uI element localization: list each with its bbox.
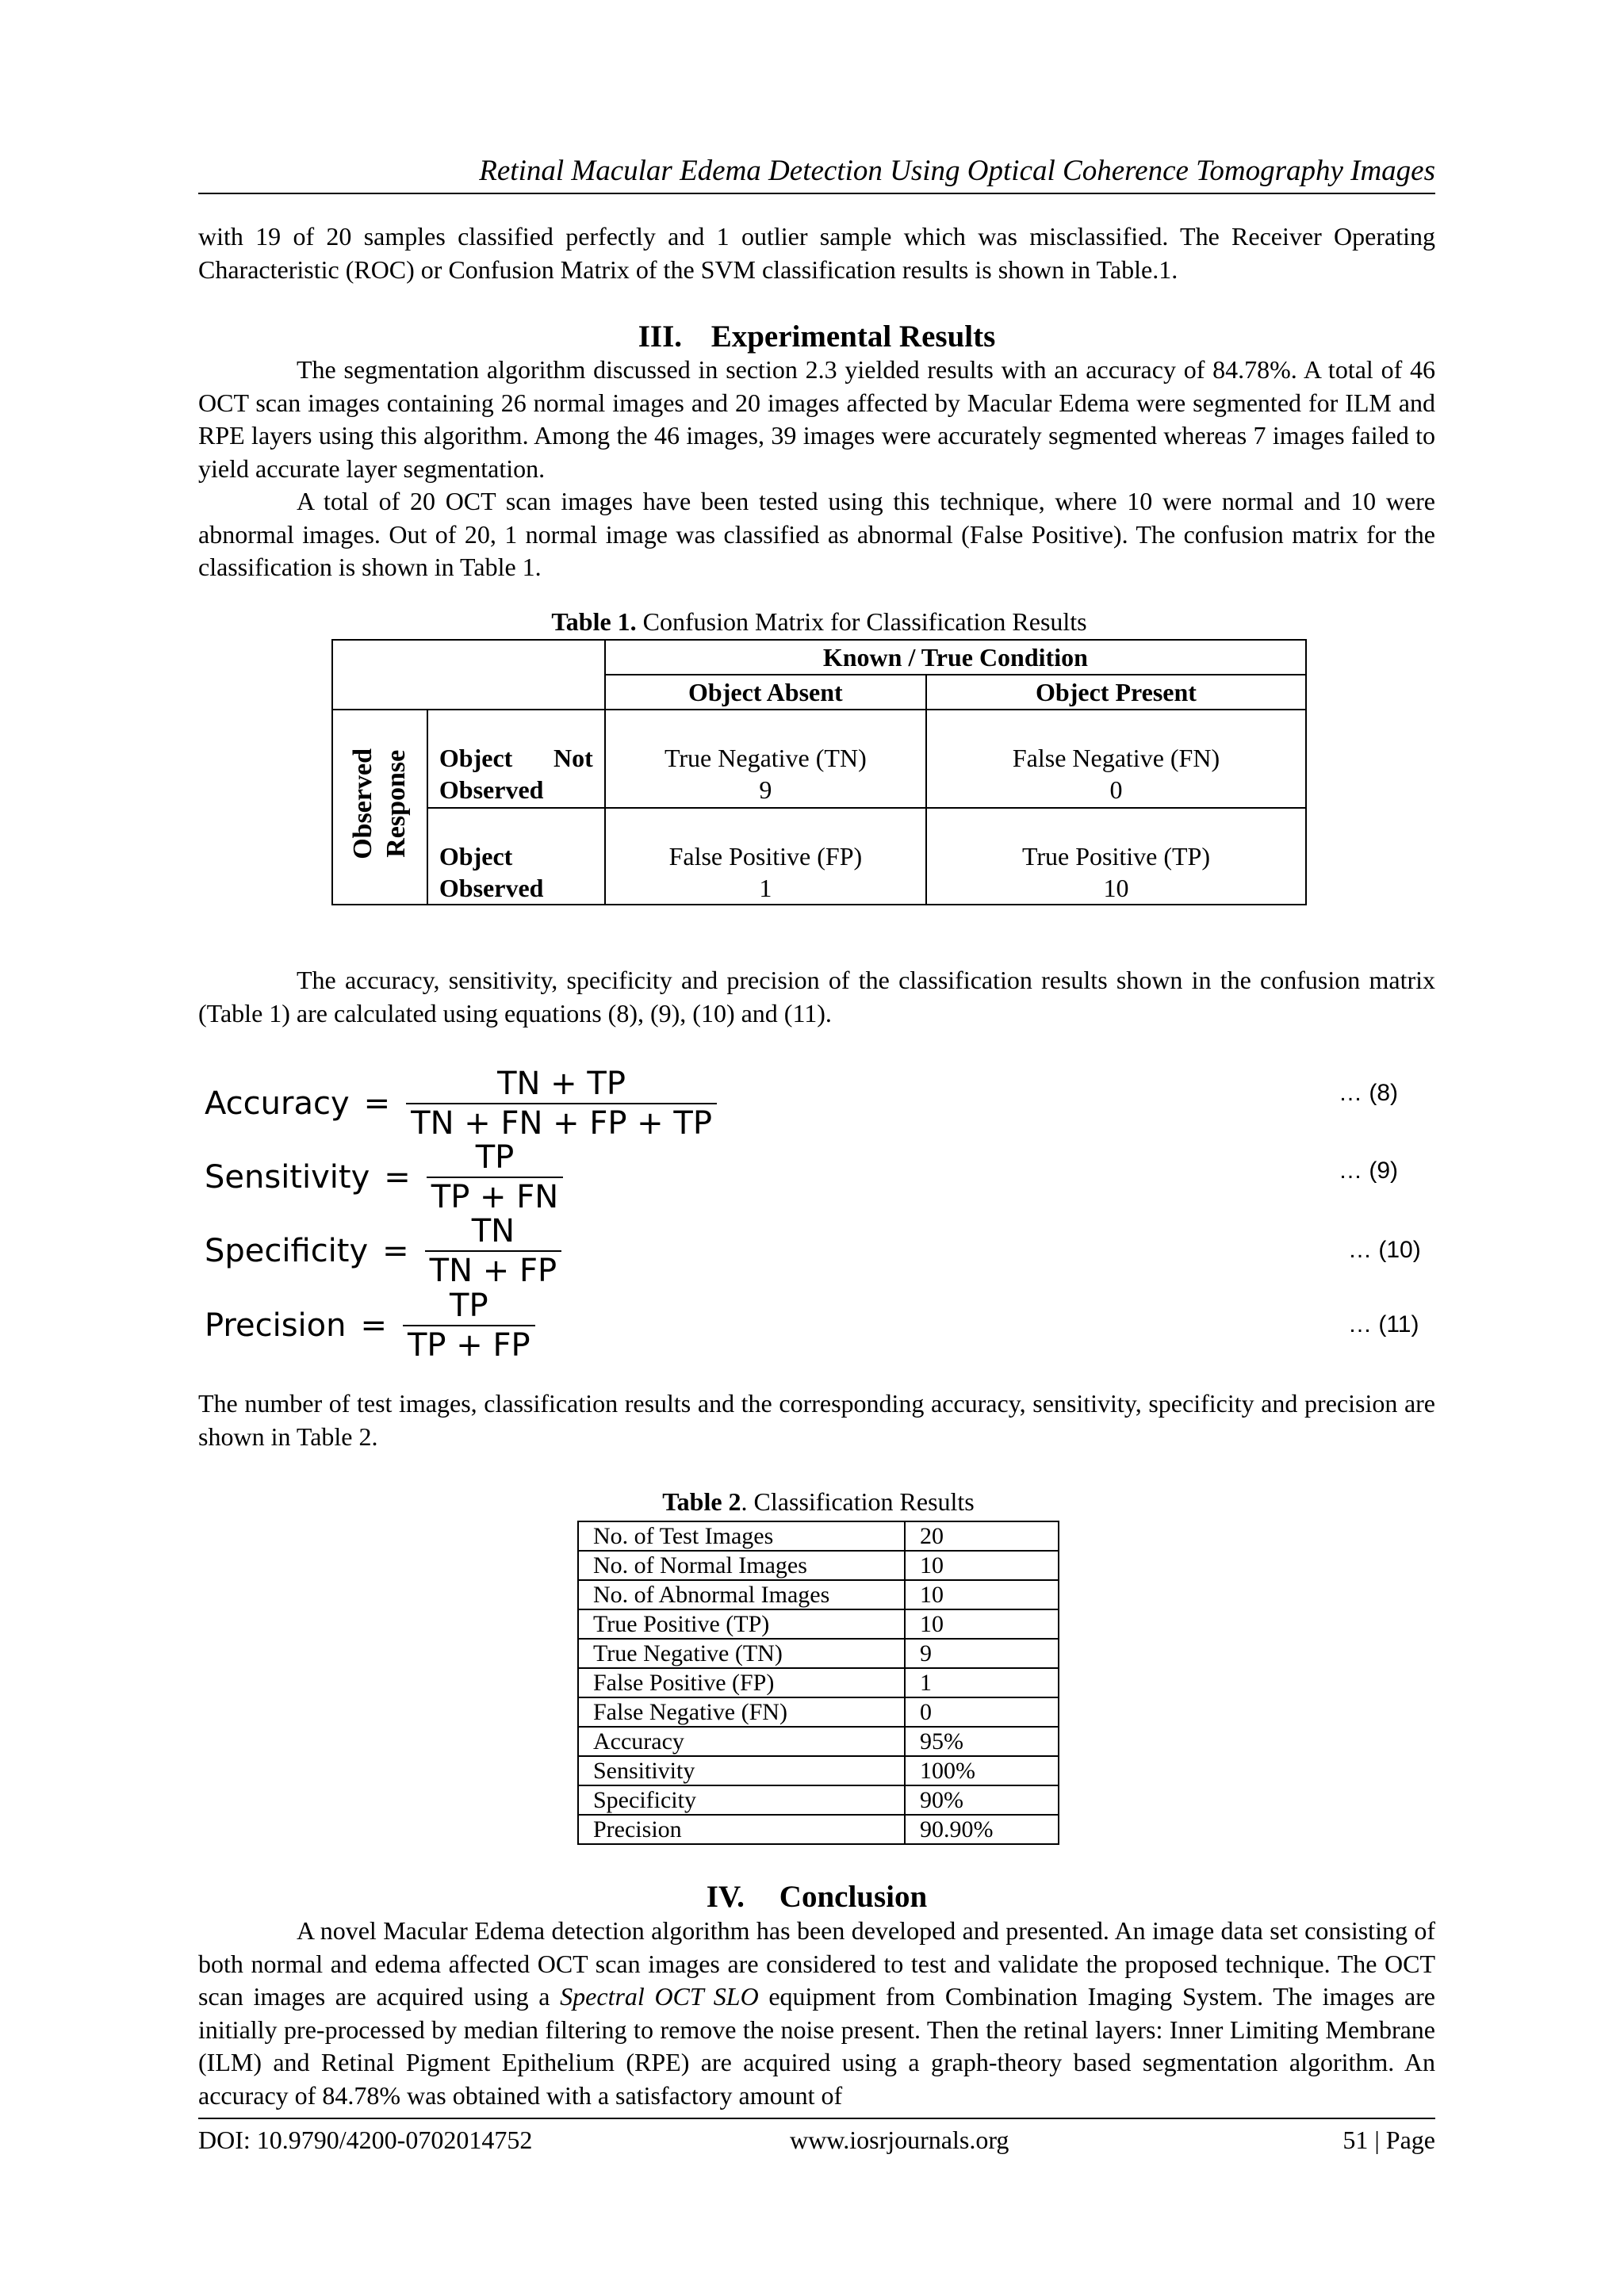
fraction bbox=[403, 1288, 535, 1363]
table2-metric-value: 95% bbox=[905, 1727, 1059, 1756]
footer-rule bbox=[198, 2118, 1435, 2119]
paragraph-text: The segmentation algorithm discussed in section 2.3 yielded results with an accuracy of 84.78%. A total of 46 OCT scan images containing 26 normal images and 20 images affected by Macular Edema were segmented for ILM and RPE layers using this algorithm. Among the 46 images, 39 images were accurately segmented whereas 7 images failed to yield accurate layer segmentation. bbox=[198, 355, 1435, 483]
table1-col-absent: Object Absent bbox=[605, 675, 926, 710]
table2-metric-name: No. of Test Images bbox=[578, 1521, 905, 1551]
equation-number-9: … (9) bbox=[1339, 1158, 1398, 1184]
table2-metric-value: 10 bbox=[905, 1580, 1059, 1609]
equation-number-10: … (10) bbox=[1348, 1237, 1421, 1263]
section-title: Conclusion bbox=[779, 1880, 928, 1914]
table2-metric-name: True Positive (TP) bbox=[578, 1609, 905, 1639]
cell-value: 10 bbox=[1103, 874, 1129, 902]
equation-lhs: Sensitivity bbox=[205, 1159, 370, 1196]
equals-sign: = bbox=[384, 1159, 411, 1196]
paragraph-conclusion bbox=[198, 1915, 1435, 2112]
equation-lhs: Specificity bbox=[205, 1233, 369, 1269]
equation-number-8: … (8) bbox=[1339, 1080, 1398, 1106]
table1-cell-tn bbox=[605, 710, 926, 808]
table-row bbox=[578, 1521, 1059, 1551]
table2-metric-name: Accuracy bbox=[578, 1727, 905, 1756]
classification-results-table bbox=[577, 1521, 1059, 1845]
section-number: III. bbox=[638, 320, 683, 354]
section-heading-3 bbox=[198, 317, 1435, 357]
row-label-word: Observed bbox=[439, 775, 544, 804]
fraction bbox=[406, 1066, 717, 1141]
paragraph-equations-intro bbox=[198, 964, 1435, 1030]
cell-label: True Positive (TP) bbox=[1021, 842, 1210, 871]
paragraph-text: A total of 20 OCT scan images have been tested using this technique, where 10 were normal and 10 were abnormal images. Out of 20, 1 normal image was classified as abnormal (False Positive). The confusion matrix for the classification is shown in Table 1. bbox=[198, 487, 1435, 581]
footer-doi: DOI: 10.9790/4200-0702014752 bbox=[198, 2126, 533, 2154]
table2-metric-name: Precision bbox=[578, 1815, 905, 1844]
cell-value: 0 bbox=[1109, 775, 1123, 804]
equals-sign: = bbox=[360, 1307, 387, 1344]
table1-caption bbox=[331, 606, 1307, 637]
row-label-word: Object bbox=[439, 842, 513, 871]
paragraph-text: The accuracy, sensitivity, specificity and precision of the classification results shown in the confusion matrix (Table 1) are calculated using equations (8), (9), (10) and (11). bbox=[198, 966, 1435, 1027]
table2-metric-value: 10 bbox=[905, 1609, 1059, 1639]
table-row bbox=[578, 1668, 1059, 1697]
section-number: IV. bbox=[706, 1880, 745, 1914]
side-label-response: Response bbox=[381, 749, 411, 859]
equals-sign: = bbox=[363, 1085, 391, 1122]
footer-website: www.iosrjournals.org bbox=[790, 2126, 1009, 2154]
paragraph-text: A novel Macular Edema detection algorithm has been developed and presented. An image data set consisting of both normal and edema affected OCT scan images are considered to test and validate the proposed technique. The OCT scan images are acquired using a bbox=[198, 1916, 1435, 2011]
table-row bbox=[578, 1609, 1059, 1639]
row-label-word: Observed bbox=[439, 874, 544, 902]
table-row bbox=[578, 1639, 1059, 1668]
table2-metric-name: Sensitivity bbox=[578, 1756, 905, 1785]
paragraph-results-2 bbox=[198, 485, 1435, 584]
table1-cell-tp bbox=[926, 808, 1306, 905]
equation-lhs: Precision bbox=[205, 1307, 347, 1344]
table2-metric-value: 90% bbox=[905, 1785, 1059, 1815]
footer-page-number: 51 | Page bbox=[1342, 2126, 1435, 2154]
table2-metric-name: True Negative (TN) bbox=[578, 1639, 905, 1668]
table1-col-present: Object Present bbox=[926, 675, 1306, 710]
numerator: TN + TP bbox=[497, 1066, 626, 1102]
table-row bbox=[578, 1785, 1059, 1815]
table1-row-observed bbox=[427, 808, 605, 905]
table2-metric-value: 0 bbox=[905, 1697, 1059, 1727]
denominator: TN + FP bbox=[425, 1250, 561, 1288]
table2-metric-name: No. of Abnormal Images bbox=[578, 1580, 905, 1609]
table1-corner bbox=[332, 640, 605, 710]
table2-metric-name: False Positive (FP) bbox=[578, 1668, 905, 1697]
table2-caption-text: . Classification Results bbox=[741, 1487, 975, 1516]
denominator: TN + FN + FP + TP bbox=[406, 1103, 717, 1141]
table2-metric-value: 100% bbox=[905, 1756, 1059, 1785]
table1-cell-fp bbox=[605, 808, 926, 905]
table1-caption-label: Table 1. bbox=[551, 607, 637, 636]
cell-label: True Negative (TN) bbox=[664, 744, 867, 772]
table-row bbox=[578, 1727, 1059, 1756]
denominator: TP + FP bbox=[403, 1325, 535, 1363]
cell-value: 1 bbox=[759, 874, 772, 902]
cell-label: False Negative (FN) bbox=[1012, 744, 1220, 772]
equation-lhs: Accuracy bbox=[205, 1085, 350, 1122]
side-label-observed: Observed bbox=[347, 748, 377, 859]
table-row bbox=[578, 1756, 1059, 1785]
table2-metric-name: Specificity bbox=[578, 1785, 905, 1815]
numerator: TP bbox=[475, 1139, 515, 1176]
table-row bbox=[578, 1697, 1059, 1727]
paragraph-table2-intro: The number of test images, classification results and the corresponding accuracy, sensitivity, specificity and precision are shown in Table 2. bbox=[198, 1389, 1435, 1451]
table1-header-known: Known / True Condition bbox=[605, 640, 1306, 675]
row-label-word: Not bbox=[553, 744, 593, 772]
section-title: Experimental Results bbox=[710, 320, 996, 354]
confusion-matrix-table bbox=[331, 639, 1307, 905]
table2-metric-name: False Negative (FN) bbox=[578, 1697, 905, 1727]
fraction bbox=[427, 1140, 563, 1215]
table2-metric-value: 9 bbox=[905, 1639, 1059, 1668]
equation-accuracy bbox=[205, 1066, 717, 1142]
table2-metric-value: 1 bbox=[905, 1668, 1059, 1697]
table-row bbox=[578, 1815, 1059, 1844]
table2-metric-value: 20 bbox=[905, 1521, 1059, 1551]
table2-caption bbox=[577, 1486, 1059, 1517]
paragraph-intro: with 19 of 20 samples classified perfectly and 1 outlier sample which was misclassified. The Receiver Operating Characteristic (ROC) or Confusion Matrix of the SVM classification results is shown in Table.1. bbox=[198, 222, 1435, 284]
cell-value: 9 bbox=[759, 775, 772, 804]
paragraph-text: equipment from Combination Imaging System. The images are initially pre-processed by median filtering to remove the noise present. Then the retinal layers: Inner Limiting Membrane (ILM) and Retinal Pigment Epithelium (RPE) are acquired using a graph-theory based segmentation algorithm. An accuracy of 84.78% was obtained with a satisfactory amount of bbox=[198, 1982, 1435, 2110]
table2-metric-value: 10 bbox=[905, 1551, 1059, 1580]
table2-caption-label: Table 2 bbox=[662, 1487, 741, 1516]
running-head: Retinal Macular Edema Detection Using Optical Coherence Tomography Images bbox=[479, 155, 1435, 187]
table-row bbox=[578, 1551, 1059, 1580]
table1-cell-fn bbox=[926, 710, 1306, 808]
section-heading-4 bbox=[198, 1877, 1435, 1917]
table1-caption-text: Confusion Matrix for Classification Results bbox=[636, 607, 1087, 636]
table2-metric-name: No. of Normal Images bbox=[578, 1551, 905, 1580]
numerator: TP bbox=[450, 1288, 488, 1324]
equals-sign: = bbox=[382, 1233, 409, 1269]
equation-number-11: … (11) bbox=[1348, 1311, 1419, 1337]
table1-side-label bbox=[332, 710, 427, 905]
paragraph-italic-term: Spectral OCT SLO bbox=[560, 1982, 759, 2011]
table2-metric-value: 90.90% bbox=[905, 1815, 1059, 1844]
row-label-word: Object bbox=[439, 744, 513, 772]
fraction bbox=[425, 1214, 561, 1288]
denominator: TP + FN bbox=[427, 1177, 563, 1215]
equation-specificity bbox=[205, 1213, 561, 1289]
paragraph-results-1 bbox=[198, 354, 1435, 485]
table-row bbox=[578, 1580, 1059, 1609]
header-rule bbox=[198, 193, 1435, 194]
equation-sensitivity bbox=[205, 1139, 563, 1215]
numerator: TN bbox=[471, 1213, 515, 1249]
equation-precision bbox=[205, 1288, 535, 1364]
cell-label: False Positive (FP) bbox=[668, 842, 863, 871]
table1-row-not-observed bbox=[427, 710, 605, 808]
